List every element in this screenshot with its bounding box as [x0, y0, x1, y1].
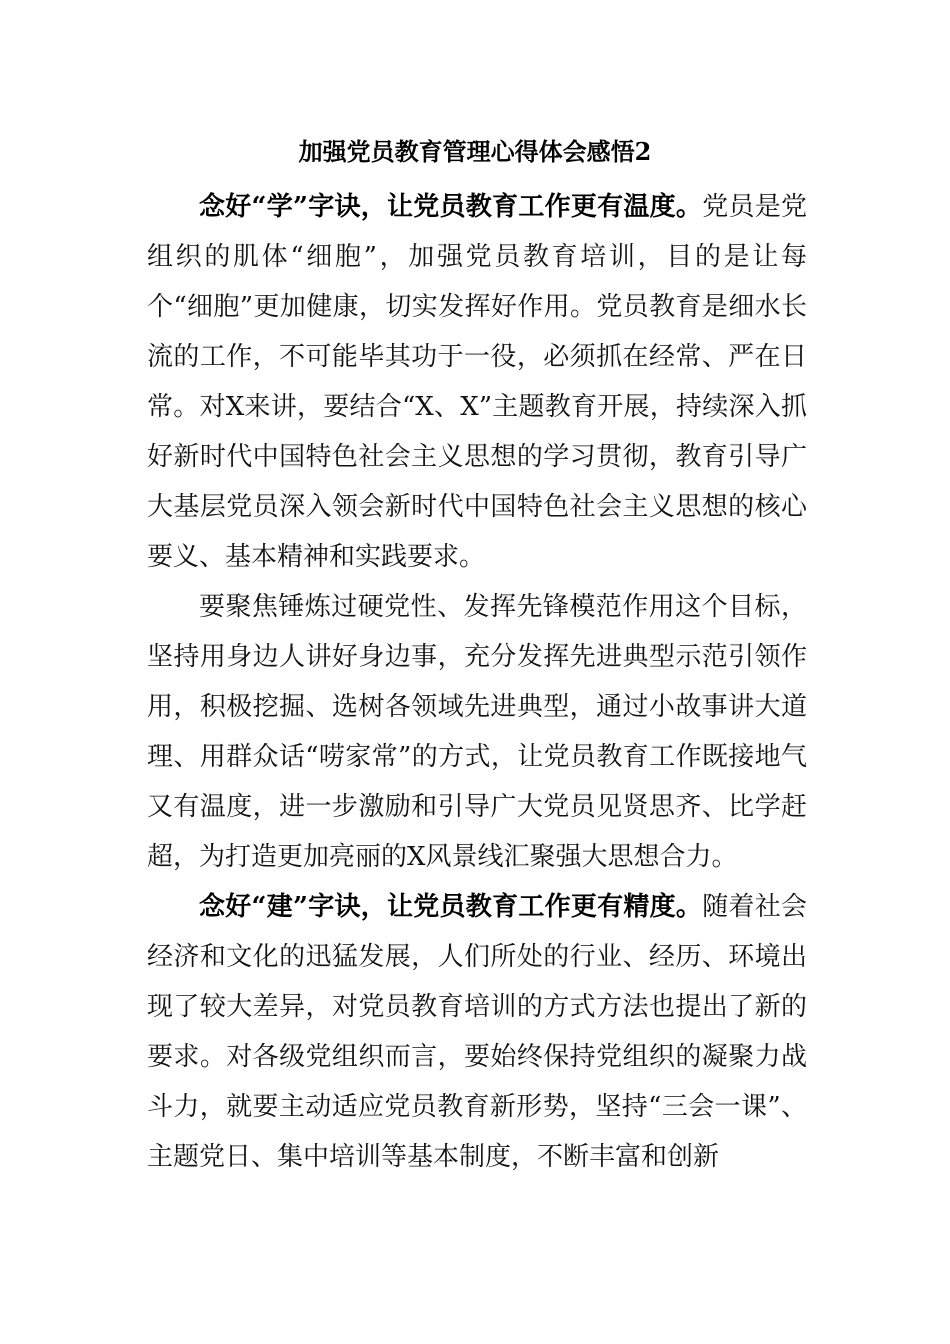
paragraph-3-lead: 念好“建”字诀，让党员教育工作更有精度。	[199, 892, 703, 922]
paragraph-3	[147, 882, 807, 1182]
paragraph-1-text: 党员是党组织的肌体“细胞”，加强党员教育培训，目的是让每个“细胞”更加健康，切实发挥好作用。党员教育是细水长流的工作，不可能毕其功于一役，必须抓在经常、严在日常。对X来讲，要结合“X、X”主题教育开展，持续深入抓好新时代中国特色社会主义思想的学习贯彻，教育引导广大基层党员深入领会新时代中国特色社会主义思想的核心要义、基本精神和实践要求。	[147, 192, 807, 572]
document-title: 加强党员教育管理心得体会感悟2	[298, 137, 652, 166]
paragraph-1	[147, 182, 807, 582]
paragraph-2-text: 要聚焦锤炼过硬党性、发挥先锋模范作用这个目标，坚持用身边人讲好身边事，充分发挥先进典型示范引领作用，积极挖掘、选树各领域先进典型，通过小故事讲大道理、用群众话“唠家常”的方式，让党员教育工作既接地气又有温度，进一步激励和引导广大党员见贤思齐、比学赶超，为打造更加亮丽的X风景线汇聚强大思想合力。	[147, 592, 807, 872]
document-body	[147, 182, 807, 1182]
paragraph-3-text: 随着社会经济和文化的迅猛发展，人们所处的行业、经历、环境出现了较大差异，对党员教育培训的方式方法也提出了新的要求。对各级党组织而言，要始终保持党组织的凝聚力战斗力，就要主动适应党员教育新形势，坚持“三会一课”、主题党日、集中培训等基本制度，不断丰富和创新	[147, 892, 807, 1172]
paragraph-2	[147, 582, 807, 882]
paragraph-1-lead: 念好“学”字诀，让党员教育工作更有温度。	[199, 192, 703, 222]
